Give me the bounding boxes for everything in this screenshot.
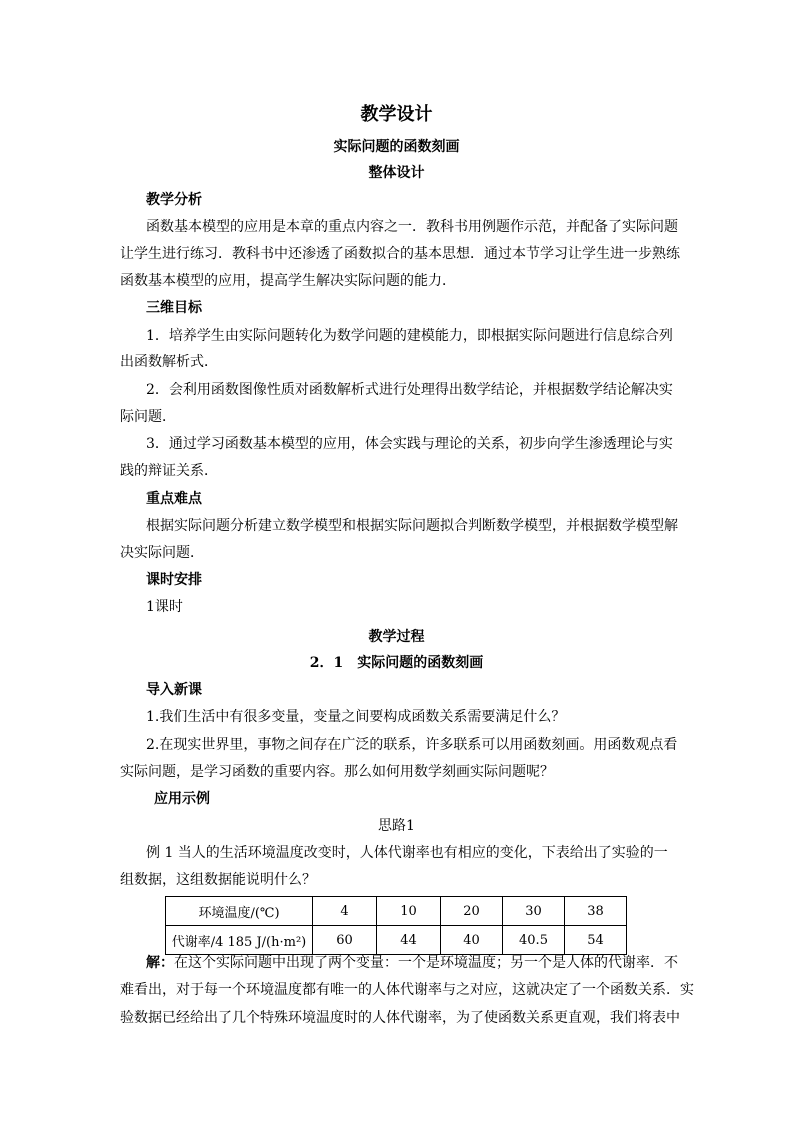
solution-line: 难看出，对于每一个环境温度都有唯一的人体代谢率与之对应，这就决定了一个函数关系．实	[120, 982, 694, 998]
intro-line: 实际问题，是学习函数的重要内容。那么如何用数学刻画实际问题呢？	[120, 764, 554, 780]
analysis-line: 函数基本模型的应用，提高学生解决实际问题的能力．	[120, 273, 456, 289]
table-cell: 60	[313, 926, 377, 955]
table-cell: 代谢率/4 185 J/(h·m²)	[166, 926, 313, 955]
goals-line: 际问题．	[120, 409, 176, 425]
data-table	[165, 896, 627, 955]
table-cell: 54	[565, 926, 627, 955]
table-cell: 20	[441, 897, 503, 926]
intro-line: 2.在现实世界里，事物之间存在广泛的联系，许多联系可以用函数刻画。用函数观点看	[146, 737, 678, 753]
goals-line: 2．会利用函数图像性质对函数解析式进行处理得出数学结论，并根据数学结论解决实	[146, 382, 673, 398]
section-overall-design: 整体设计	[368, 165, 425, 181]
goals-line: 3．通过学习函数基本模型的应用，体会实践与理论的关系，初步向学生渗透理论与实	[146, 436, 673, 452]
analysis-line: 让学生进行练习．教科书中还渗透了函数拟合的基本思想．通过本节学习让学生进一步熟练	[120, 246, 680, 262]
keypoints-line: 决实际问题．	[120, 545, 204, 561]
table-row	[166, 897, 627, 926]
example-line: 例 1 当人的生活环境温度改变时，人体代谢率也有相应的变化，下表给出了实验的一	[146, 845, 668, 861]
idea-label: 思路1	[378, 818, 415, 834]
solution-line: 验数据已经给出了几个特殊环境温度时的人体代谢率，为了使函数关系更直观，我们将表中	[120, 1010, 680, 1026]
goals-line: 出函数解析式．	[120, 354, 218, 370]
example-line: 组数据，这组数据能说明什么？	[120, 872, 316, 888]
goals-line: 1．培养学生由实际问题转化为数学问题的建模能力，即根据实际问题进行信息综合列	[146, 328, 673, 344]
table-row	[166, 926, 627, 955]
table-cell: 44	[377, 926, 441, 955]
solution-line	[146, 953, 706, 973]
goals-line: 践的辩证关系．	[120, 463, 218, 479]
heading-key-points: 重点难点	[146, 491, 202, 507]
table-cell: 30	[503, 897, 565, 926]
schedule-value: 1课时	[146, 599, 183, 615]
keypoints-line: 根据实际问题分析建立数学模型和根据实际问题拟合判断数学模型，并根据数学模型解	[146, 518, 678, 534]
analysis-line: 函数基本模型的应用是本章的重点内容之一．教科书用例题作示范，并配备了实际问题	[146, 219, 678, 235]
solution-label: 解：	[146, 955, 174, 971]
heading-teaching-analysis: 教学分析	[146, 192, 202, 208]
table-cell: 10	[377, 897, 441, 926]
section-title: 2．1 实际问题的函数刻画	[309, 655, 484, 671]
table-cell: 38	[565, 897, 627, 926]
heading-teaching-process: 教学过程	[368, 629, 425, 645]
heading-intro: 导入新课	[146, 682, 202, 698]
solution-text: 在这个实际问题中出现了两个变量：一个是环境温度；另一个是人体的代谢率．不	[174, 955, 678, 971]
intro-line: 1.我们生活中有很多变量，变量之间要构成函数关系需要满足什么？	[146, 709, 566, 725]
table-cell: 40.5	[503, 926, 565, 955]
table-cell: 40	[441, 926, 503, 955]
table-cell: 环境温度/(℃)	[166, 897, 313, 926]
page-title: 教学设计	[360, 104, 433, 125]
heading-goals: 三维目标	[146, 300, 202, 316]
heading-schedule: 课时安排	[146, 572, 202, 588]
table-cell: 4	[313, 897, 377, 926]
page-subtitle: 实际问题的函数刻画	[333, 139, 460, 155]
heading-examples: 应用示例	[154, 791, 210, 807]
